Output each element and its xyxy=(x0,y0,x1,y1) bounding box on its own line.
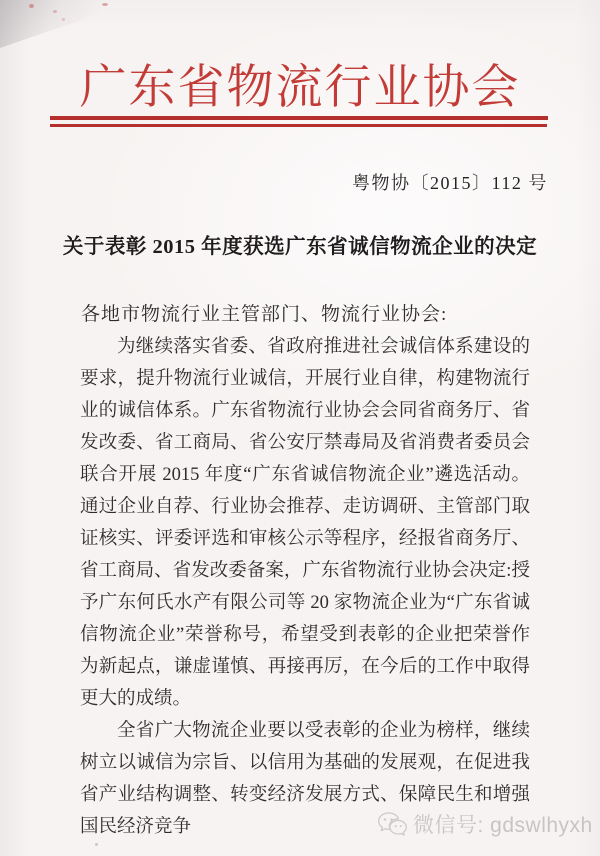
wechat-id-label: 微信号: gdswlhyxh xyxy=(413,814,593,837)
salutation-line: 各地市物流行业主管部门、物流行业协会: xyxy=(81,304,448,325)
scan-speck xyxy=(95,843,98,846)
letterhead-rule-thin xyxy=(50,124,547,127)
document-number: 粤物协〔2015〕112 号 xyxy=(352,173,548,193)
scan-speck xyxy=(102,3,108,6)
body-paragraph: 全省广大物流企业要以受表彰的企业为榜样，继续树立以诚信为宗旨、以信用为基础的发展观，在促进我省产业结构调整、转变经济发展方式、保障民生和增强国民经济竞争 xyxy=(80,721,530,837)
letterhead-org-name: 广东省物流行业协会 xyxy=(79,62,521,114)
wechat-watermark xyxy=(377,809,593,839)
wechat-icon xyxy=(377,811,408,838)
scan-speck xyxy=(29,4,34,8)
scan-speck xyxy=(62,18,65,21)
document-title: 关于表彰 2015 年度获选广东省诚信物流企业的决定 xyxy=(62,236,538,258)
letterhead-rule-thick xyxy=(50,116,548,120)
document-body xyxy=(80,331,530,843)
body-paragraph: 为继续落实省委、省政府推进社会诚信体系建设的要求，提升物流行业诚信，开展行业自律，构建物流行业的诚信体系。广东省物流行业协会会同省商务厅、省发改委、省工商局、省公安厅禁毒局及省消费者委员会联合开展 2015 年度“广东省诚信物流企业”遴选活动。通过企业自荐、行业协会推荐、走访调研、主管部门取证核实、评委评选和审核公示等程序，经报省商务厅、省工商局、省发改委备案，广东省物流行业协会决定:授予广东何氏水产有限公司等 20 家物流企业为“广东省诚信物流企业”荣誉称号，希望受到表彰的企业把荣誉作为新起点，谦虚谨慎、再接再厉，在今后的工作中取得更大的成绩。 xyxy=(80,337,530,709)
scan-speck xyxy=(53,10,57,13)
scan-corner-smudge xyxy=(0,0,140,48)
